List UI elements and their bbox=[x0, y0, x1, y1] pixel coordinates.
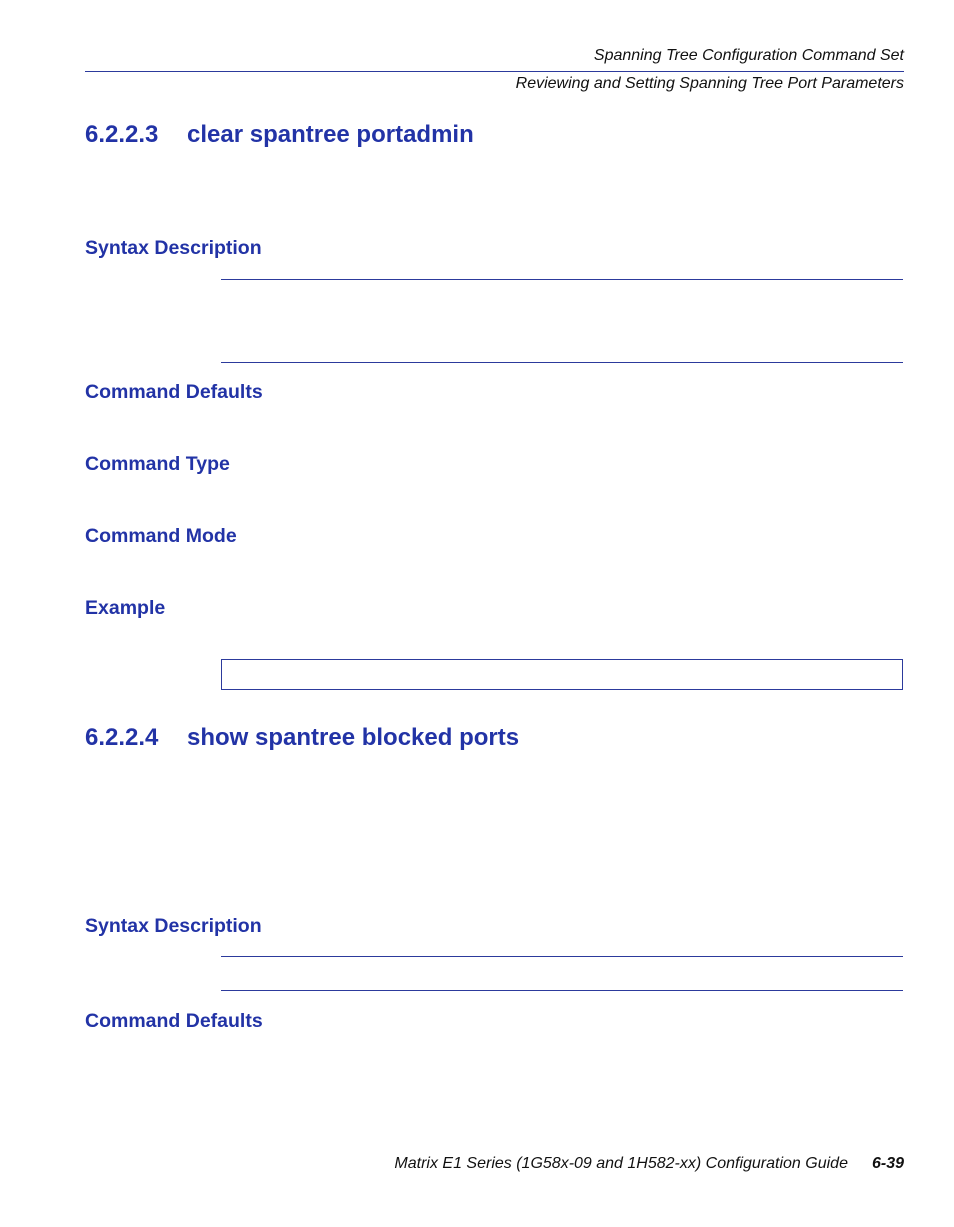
header-rule bbox=[85, 71, 904, 72]
example-heading: Example bbox=[85, 597, 166, 619]
section-heading-clear-spantree-portadmin bbox=[85, 121, 474, 149]
syntax-table-bottom-rule bbox=[221, 990, 903, 991]
section-title: clear spantree portadmin bbox=[187, 121, 474, 148]
page-footer bbox=[394, 1155, 904, 1173]
page-number: 6-39 bbox=[871, 1155, 904, 1172]
command-mode-heading: Command Mode bbox=[85, 525, 237, 547]
syntax-table-top-rule bbox=[221, 279, 903, 280]
syntax-table-top-rule bbox=[221, 956, 903, 957]
command-type-heading: Command Type bbox=[85, 453, 230, 475]
syntax-description-heading: Syntax Description bbox=[85, 237, 262, 259]
command-defaults-heading: Command Defaults bbox=[85, 381, 263, 403]
section-number: 6.2.2.3 bbox=[85, 121, 159, 148]
syntax-description-heading: Syntax Description bbox=[85, 915, 262, 937]
section-heading-show-spantree-blocked-ports bbox=[85, 724, 519, 752]
section-number: 6.2.2.4 bbox=[85, 724, 159, 751]
command-defaults-heading: Command Defaults bbox=[85, 1010, 263, 1032]
running-header-section: Reviewing and Setting Spanning Tree Port Parameters bbox=[515, 75, 904, 92]
section-title: show spantree blocked ports bbox=[187, 724, 520, 751]
syntax-table-bottom-rule bbox=[221, 362, 903, 363]
footer-guide-title: Matrix E1 Series (1G58x-09 and 1H582-xx) Configuration Guide bbox=[394, 1155, 848, 1172]
example-code-box bbox=[221, 659, 903, 690]
running-header-chapter: Spanning Tree Configuration Command Set bbox=[593, 47, 904, 64]
